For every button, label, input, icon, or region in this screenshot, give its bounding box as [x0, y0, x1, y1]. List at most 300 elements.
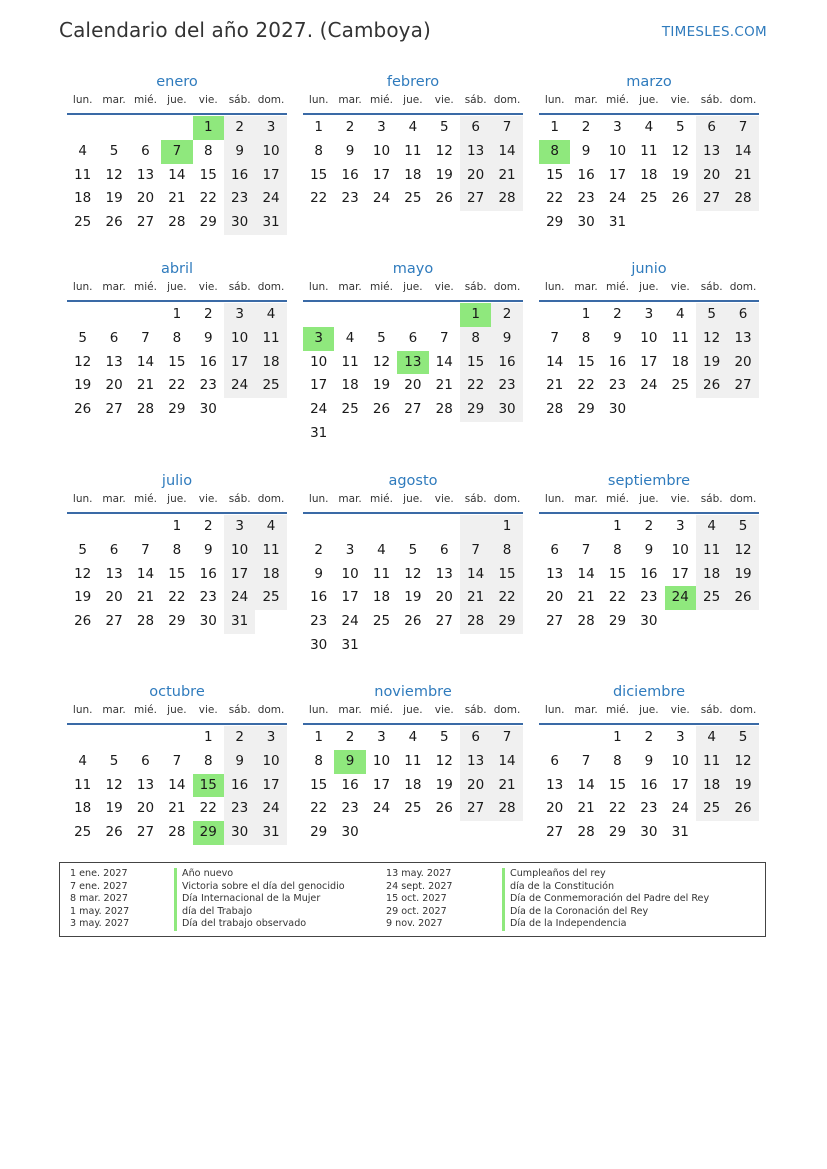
day-cell: 27: [546, 824, 564, 841]
empty-day-cell: [696, 398, 727, 422]
day-cell: 31: [608, 214, 627, 231]
day-cell: 20: [136, 190, 155, 207]
day-cell: 20: [546, 800, 564, 817]
day-cell: 15: [310, 776, 328, 793]
weekday-label: lun.: [544, 704, 565, 716]
week-row: [539, 164, 759, 188]
week-row: [303, 610, 523, 634]
empty-day-cell: [727, 398, 758, 422]
month-mayo: [303, 260, 523, 446]
holiday-day-cell: 1: [193, 116, 224, 140]
day-cell: 15: [577, 353, 595, 370]
weekday-label: mié.: [134, 493, 157, 505]
day-cell: 14: [727, 140, 758, 164]
weekday-label: jue.: [403, 281, 423, 293]
day-cell: 30: [224, 211, 255, 235]
empty-day-cell: [224, 398, 255, 422]
day-cell: 9: [613, 329, 622, 346]
week-row: [303, 327, 523, 351]
day-cell: 15: [608, 776, 627, 793]
day-cell: 8: [491, 539, 522, 563]
day-cell: 19: [671, 166, 689, 183]
holiday-name: Día del trabajo observado: [174, 918, 345, 931]
day-cell: 12: [105, 166, 123, 183]
weekday-label: mié.: [134, 704, 157, 716]
holiday-date: 7 ene. 2027: [70, 880, 128, 892]
day-cell: 5: [439, 729, 449, 745]
empty-day-cell: [491, 821, 522, 845]
empty-day-cell: [491, 422, 522, 446]
day-cell: 10: [671, 541, 689, 558]
day-cell: 2: [314, 541, 323, 558]
day-cell: 20: [136, 800, 155, 817]
weekday-label: lun.: [308, 704, 329, 716]
day-cell: 1: [314, 119, 323, 135]
day-cell: 28: [491, 797, 522, 821]
day-cell: 25: [341, 401, 359, 418]
day-cell: 10: [224, 327, 255, 351]
day-cell: 30: [491, 398, 522, 422]
week-row: [303, 563, 523, 587]
day-cell: 29: [460, 398, 491, 422]
day-cell: 23: [199, 377, 217, 394]
weekday-label: jue.: [639, 704, 659, 716]
day-cell: 5: [439, 119, 449, 135]
month-name: noviembre: [374, 684, 452, 700]
weekday-label: lun.: [544, 281, 565, 293]
week-row: [303, 774, 523, 798]
day-cell: 28: [577, 613, 595, 630]
empty-day-cell: [98, 303, 129, 327]
header-rule: [67, 113, 287, 115]
day-cell: 27: [460, 187, 491, 211]
day-cell: 13: [546, 565, 564, 582]
weekday-label: sáb.: [464, 704, 487, 716]
day-cell: 20: [460, 774, 491, 798]
day-cell: 13: [460, 140, 491, 164]
weekday-label: vie.: [198, 281, 218, 293]
empty-day-cell: [334, 515, 365, 539]
day-grid: [67, 515, 287, 634]
day-cell: 16: [491, 351, 522, 375]
weekday-label: vie.: [434, 281, 454, 293]
day-cell: 27: [136, 824, 155, 841]
day-cell: 10: [341, 565, 359, 582]
header-rule: [303, 300, 523, 302]
empty-day-cell: [429, 303, 460, 327]
day-cell: 14: [435, 353, 453, 370]
weekday-label: mar.: [338, 281, 362, 293]
weekday-label: dom.: [493, 704, 521, 716]
empty-day-cell: [570, 515, 601, 539]
weekday-header: [303, 701, 523, 723]
day-cell: 3: [224, 515, 255, 539]
week-row: [539, 140, 759, 164]
empty-day-cell: [98, 726, 129, 750]
day-cell: 22: [491, 586, 522, 610]
day-cell: 12: [74, 565, 92, 582]
day-cell: 2: [644, 729, 654, 745]
brand-link[interactable]: TIMESLES.COM: [661, 24, 767, 40]
empty-day-cell: [539, 303, 570, 327]
weekday-header: [303, 278, 523, 300]
week-row: [539, 821, 759, 845]
day-cell: 14: [577, 565, 595, 582]
weekday-label: dom.: [729, 281, 757, 293]
day-cell: 21: [435, 377, 453, 394]
weekday-label: jue.: [403, 704, 423, 716]
weekday-label: vie.: [198, 704, 218, 716]
day-cell: 2: [345, 119, 355, 135]
weekday-label: lun.: [544, 94, 565, 106]
day-cell: 4: [696, 515, 727, 539]
page-title: Calendario del año 2027. (Camboya): [59, 18, 431, 42]
day-cell: 30: [640, 613, 658, 630]
empty-day-cell: [130, 726, 161, 750]
day-cell: 5: [696, 303, 727, 327]
week-row: [539, 374, 759, 398]
header-rule: [67, 723, 287, 725]
day-cell: 11: [74, 776, 92, 793]
holiday-day-cell: 7: [161, 140, 192, 164]
day-cell: 15: [546, 166, 564, 183]
day-cell: 22: [546, 190, 564, 207]
day-cell: 1: [491, 515, 522, 539]
day-cell: 29: [199, 214, 217, 231]
day-cell: 26: [696, 374, 727, 398]
empty-day-cell: [665, 610, 696, 634]
holiday-day-cell: 9: [334, 750, 365, 774]
month-name: agosto: [388, 473, 438, 489]
day-cell: 24: [255, 187, 286, 211]
week-row: [303, 116, 523, 140]
day-cell: 13: [136, 776, 155, 793]
header-rule: [539, 512, 759, 514]
day-cell: 14: [168, 776, 186, 793]
week-row: [303, 351, 523, 375]
weekday-label: vie.: [198, 493, 218, 505]
week-row: [539, 303, 759, 327]
empty-day-cell: [303, 515, 334, 539]
day-cell: 10: [255, 750, 286, 774]
day-cell: 3: [255, 726, 286, 750]
day-cell: 6: [460, 726, 491, 750]
holiday-day-cell: 3: [303, 327, 334, 351]
day-cell: 8: [314, 142, 323, 159]
weekday-label: jue.: [167, 704, 187, 716]
week-row: [67, 351, 287, 375]
day-cell: 21: [577, 589, 595, 606]
empty-day-cell: [429, 634, 460, 658]
day-cell: 27: [727, 374, 758, 398]
day-cell: 1: [550, 119, 559, 135]
day-cell: 13: [546, 776, 564, 793]
holiday-day-cell: 15: [193, 774, 224, 798]
month-name: marzo: [626, 74, 672, 90]
day-cell: 26: [404, 613, 422, 630]
week-row: [539, 351, 759, 375]
day-cell: 16: [640, 565, 658, 582]
weekday-label: lun.: [544, 493, 565, 505]
day-cell: 23: [224, 187, 255, 211]
weekday-label: sáb.: [700, 281, 723, 293]
week-row: [67, 774, 287, 798]
day-cell: 1: [203, 729, 213, 745]
day-cell: 4: [78, 752, 87, 769]
day-cell: 22: [310, 190, 328, 207]
day-cell: 26: [74, 613, 92, 630]
day-cell: 21: [727, 164, 758, 188]
day-cell: 27: [435, 613, 453, 630]
day-cell: 27: [546, 613, 564, 630]
day-cell: 18: [671, 353, 689, 370]
day-cell: 8: [203, 142, 213, 159]
week-row: [67, 374, 287, 398]
day-cell: 4: [408, 729, 418, 745]
week-row: [303, 398, 523, 422]
day-cell: 17: [255, 774, 286, 798]
day-grid: [303, 726, 523, 845]
day-cell: 28: [491, 187, 522, 211]
holiday-date: 1 ene. 2027: [70, 868, 128, 879]
day-cell: 10: [255, 140, 286, 164]
weekday-label: dom.: [729, 704, 757, 716]
day-cell: 11: [640, 142, 658, 159]
week-row: [539, 515, 759, 539]
empty-day-cell: [397, 303, 428, 327]
day-cell: 22: [608, 589, 627, 606]
day-cell: 24: [372, 800, 391, 817]
week-row: [303, 187, 523, 211]
day-cell: 5: [109, 142, 119, 159]
empty-day-cell: [727, 610, 758, 634]
month-enero: [67, 73, 287, 235]
weekday-label: mar.: [102, 281, 126, 293]
weekday-label: sáb.: [228, 281, 251, 293]
day-cell: 11: [74, 166, 92, 183]
weekday-label: vie.: [670, 704, 690, 716]
day-cell: 6: [408, 329, 418, 346]
day-cell: 22: [577, 377, 595, 394]
day-cell: 19: [696, 351, 727, 375]
day-cell: 10: [310, 353, 328, 370]
weekday-label: lun.: [72, 493, 93, 505]
week-row: [67, 303, 287, 327]
weekday-label: sáb.: [700, 94, 723, 106]
day-cell: 8: [203, 752, 213, 769]
weekday-label: dom.: [729, 94, 757, 106]
day-grid: [539, 116, 759, 235]
day-cell: 20: [460, 164, 491, 188]
day-cell: 26: [105, 214, 123, 231]
day-cell: 16: [577, 166, 595, 183]
day-cell: 16: [199, 353, 217, 370]
weekday-label: sáb.: [464, 493, 487, 505]
day-cell: 5: [109, 752, 119, 769]
day-cell: 6: [109, 541, 119, 558]
day-cell: 10: [372, 142, 391, 159]
empty-day-cell: [161, 116, 192, 140]
day-cell: 19: [435, 166, 453, 183]
day-cell: 19: [435, 776, 453, 793]
day-cell: 10: [671, 752, 689, 769]
month-name: octubre: [149, 684, 205, 700]
weekday-label: mar.: [102, 704, 126, 716]
day-cell: 7: [491, 116, 522, 140]
day-cell: 11: [341, 353, 359, 370]
day-cell: 8: [581, 329, 591, 346]
empty-day-cell: [366, 821, 397, 845]
day-cell: 12: [727, 539, 758, 563]
day-cell: 19: [727, 774, 758, 798]
day-cell: 24: [224, 374, 255, 398]
day-cell: 3: [675, 518, 685, 534]
day-cell: 4: [696, 726, 727, 750]
day-cell: 18: [74, 800, 92, 817]
day-cell: 7: [550, 329, 559, 346]
day-cell: 6: [141, 752, 150, 769]
day-cell: 6: [460, 116, 491, 140]
holiday-name: día de la Constitución: [502, 881, 709, 894]
day-cell: 15: [491, 563, 522, 587]
weekday-label: sáb.: [228, 94, 251, 106]
day-grid: [539, 515, 759, 634]
day-cell: 4: [408, 119, 418, 135]
day-cell: 20: [696, 164, 727, 188]
day-cell: 23: [341, 800, 359, 817]
holiday-dates-left: [70, 868, 129, 931]
weekday-header: [67, 701, 287, 723]
holiday-name: Día de Conmemoración del Padre del Rey: [502, 893, 709, 906]
day-cell: 22: [168, 377, 186, 394]
day-cell: 10: [372, 752, 391, 769]
day-cell: 25: [74, 214, 92, 231]
empty-day-cell: [67, 515, 98, 539]
month-name: febrero: [386, 74, 440, 90]
day-cell: 24: [640, 377, 658, 394]
header-rule: [539, 300, 759, 302]
week-row: [303, 634, 523, 658]
day-cell: 7: [141, 329, 150, 346]
day-cell: 1: [172, 306, 182, 322]
weekday-label: mié.: [606, 493, 629, 505]
empty-day-cell: [366, 422, 397, 446]
empty-day-cell: [429, 422, 460, 446]
empty-day-cell: [397, 422, 428, 446]
day-cell: 24: [310, 401, 328, 418]
month-name: septiembre: [607, 473, 691, 489]
empty-day-cell: [429, 821, 460, 845]
header-rule: [539, 723, 759, 725]
weekday-label: mar.: [574, 704, 598, 716]
holiday-date: 3 may. 2027: [70, 918, 130, 930]
day-cell: 7: [581, 541, 591, 558]
day-cell: 18: [404, 776, 422, 793]
day-cell: 24: [608, 190, 627, 207]
week-row: [67, 750, 287, 774]
day-cell: 16: [608, 353, 627, 370]
empty-day-cell: [67, 303, 98, 327]
day-cell: 24: [224, 586, 255, 610]
empty-day-cell: [334, 303, 365, 327]
week-row: [303, 164, 523, 188]
weekday-label: mar.: [338, 493, 362, 505]
day-cell: 18: [74, 190, 92, 207]
day-cell: 23: [640, 589, 658, 606]
day-cell: 1: [172, 518, 182, 534]
day-cell: 6: [550, 752, 559, 769]
day-cell: 17: [671, 565, 689, 582]
day-cell: 19: [74, 377, 92, 394]
holiday-name: Día de la Coronación del Rey: [502, 906, 709, 919]
weekday-header: [539, 91, 759, 113]
day-cell: 25: [404, 800, 422, 817]
day-cell: 23: [224, 797, 255, 821]
weekday-label: dom.: [257, 704, 285, 716]
weekday-label: dom.: [493, 281, 521, 293]
day-cell: 12: [74, 353, 92, 370]
day-cell: 4: [255, 515, 286, 539]
empty-day-cell: [633, 211, 664, 235]
day-cell: 5: [408, 541, 418, 558]
day-cell: 30: [341, 824, 359, 841]
day-cell: 16: [640, 776, 658, 793]
weekday-label: mar.: [102, 94, 126, 106]
week-row: [303, 539, 523, 563]
day-cell: 19: [105, 800, 123, 817]
month-name: mayo: [392, 261, 434, 277]
day-cell: 26: [727, 797, 758, 821]
day-cell: 3: [224, 303, 255, 327]
empty-day-cell: [397, 634, 428, 658]
day-cell: 26: [727, 586, 758, 610]
week-row: [539, 610, 759, 634]
week-row: [303, 515, 523, 539]
day-cell: 25: [372, 613, 391, 630]
day-cell: 16: [341, 166, 359, 183]
empty-day-cell: [366, 634, 397, 658]
month-julio: [67, 472, 287, 634]
week-row: [539, 774, 759, 798]
weekday-label: dom.: [729, 493, 757, 505]
day-cell: 12: [671, 142, 689, 159]
empty-day-cell: [665, 398, 696, 422]
day-cell: 21: [577, 800, 595, 817]
weekday-label: jue.: [167, 281, 187, 293]
day-cell: 20: [727, 351, 758, 375]
weekday-label: vie.: [434, 704, 454, 716]
day-cell: 30: [199, 401, 217, 418]
empty-day-cell: [303, 303, 334, 327]
day-cell: 18: [696, 774, 727, 798]
day-cell: 19: [727, 563, 758, 587]
day-cell: 24: [255, 797, 286, 821]
holiday-name: Día Internacional de la Mujer: [174, 893, 345, 906]
day-cell: 18: [341, 377, 359, 394]
day-cell: 29: [168, 613, 186, 630]
day-cell: 8: [613, 541, 622, 558]
day-cell: 28: [136, 401, 155, 418]
day-cell: 11: [255, 539, 286, 563]
month-septiembre: [539, 472, 759, 634]
weekday-header: [67, 278, 287, 300]
weekday-label: mié.: [370, 281, 393, 293]
day-cell: 3: [613, 119, 622, 135]
day-cell: 6: [696, 116, 727, 140]
weekday-header: [539, 490, 759, 512]
day-cell: 17: [224, 351, 255, 375]
day-cell: 11: [404, 752, 422, 769]
